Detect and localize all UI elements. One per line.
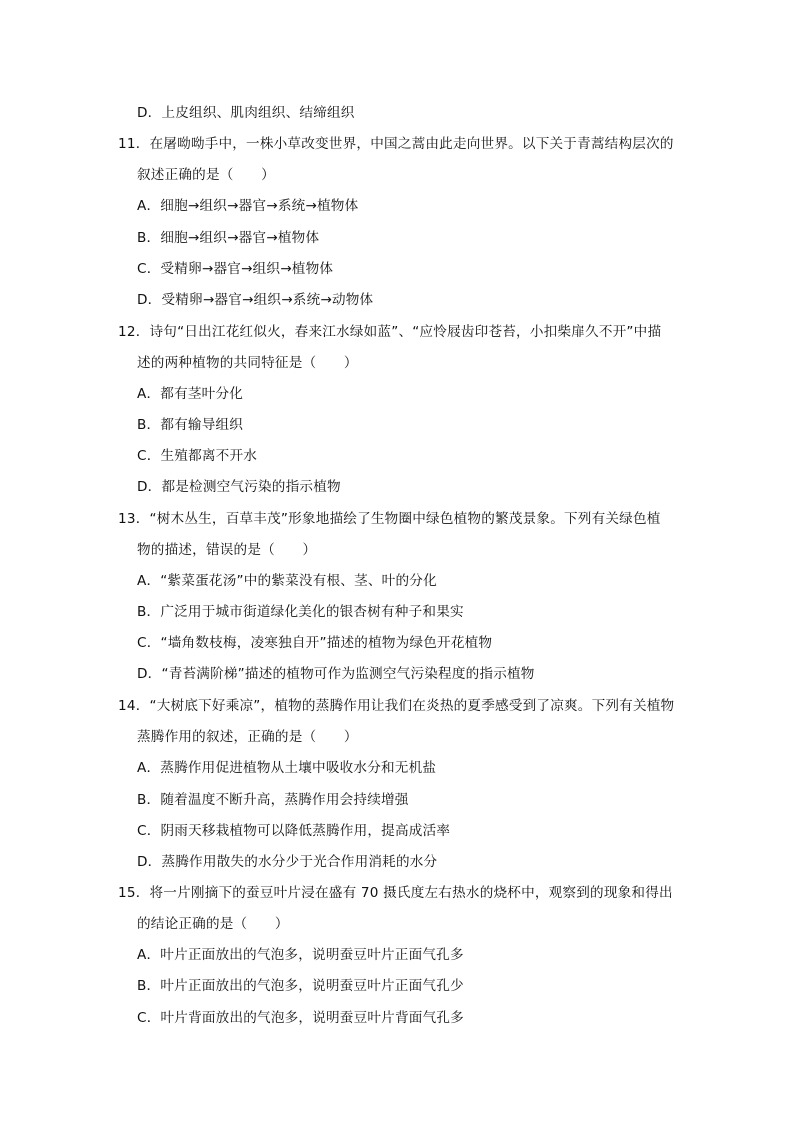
question-15-option-c: C．叶片背面放出的气泡多，说明蚕豆叶片背面气孔多	[137, 1010, 464, 1026]
question-14-option-b: B．随着温度不断升高，蒸腾作用会持续增强	[137, 792, 409, 808]
question-12-option-c: C．生殖都离不开水	[137, 448, 258, 464]
question-14-stem-cont: 蒸腾作用的叙述，正确的是（ ）	[137, 729, 358, 745]
question-15-option-b: B．叶片正面放出的气泡多，说明蚕豆叶片正面气孔少	[137, 978, 464, 994]
question-12-option-d: D．都是检测空气污染的指示植物	[137, 479, 341, 495]
question-13-stem-cont: 物的描述，错误的是（ ）	[137, 542, 317, 558]
question-11-option-d: D．受精卵→器官→组织→系统→动物体	[137, 292, 374, 308]
question-12-option-b: B．都有输导组织	[137, 417, 244, 433]
question-13-option-c: C．“墙角数枝梅，凌寒独自开”描述的植物为绿色开花植物	[137, 635, 493, 651]
question-15-stem-cont: 的结论正确的是（ ）	[137, 916, 289, 932]
question-12-option-a: A．都有茎叶分化	[137, 386, 244, 402]
question-15-option-a: A．叶片正面放出的气泡多，说明蚕豆叶片正面气孔多	[137, 947, 464, 963]
question-14-option-d: D．蒸腾作用散失的水分少于光合作用消耗的水分	[137, 854, 438, 870]
question-14-option-a: A．蒸腾作用促进植物从土壤中吸收水分和无机盐	[137, 760, 437, 776]
question-13-option-d: D．“青苔满阶梯”描述的植物可作为监测空气污染程度的指示植物	[137, 666, 535, 682]
question-14-stem: 14．“大树底下好乘凉”，植物的蒸腾作用让我们在炎热的夏季感受到了凉爽。下列有关植物	[118, 698, 675, 714]
question-10-option-d: D．上皮组织、肌肉组织、结缔组织	[137, 105, 355, 121]
question-12-stem-cont: 述的两种植物的共同特征是（ ）	[137, 355, 358, 371]
question-11-option-b: B．细胞→组织→器官→植物体	[137, 230, 320, 246]
question-11-option-c: C．受精卵→器官→组织→植物体	[137, 261, 334, 277]
question-11-option-a: A．细胞→组织→器官→系统→植物体	[137, 198, 359, 214]
question-13-option-b: B．广泛用于城市街道绿化美化的银杏树有种子和果实	[137, 604, 464, 620]
question-11-stem-cont: 叙述正确的是（ ）	[137, 167, 275, 183]
question-12-stem: 12．诗句“日出江花红似火，春来江水绿如蓝”、“应怜屐齿印苍苔，小扣柴扉久不开”中描	[118, 324, 662, 340]
question-11-stem: 11．在屠呦呦手中，一株小草改变世界，中国之蒿由此走向世界。以下关于青蒿结构层次的	[118, 136, 674, 152]
question-14-option-c: C．阴雨天移栽植物可以降低蒸腾作用，提高成活率	[137, 823, 451, 839]
question-13-stem: 13．“树木丛生，百草丰茂”形象地描绘了生物圈中绿色植物的繁茂景象。下列有关绿色植	[118, 511, 661, 527]
question-15-stem: 15．将一片刚摘下的蚕豆叶片浸在盛有 70 摄氏度左右热水的烧杯中，观察到的现象和得出	[118, 885, 673, 901]
question-13-option-a: A．“紫菜蛋花汤”中的紫菜没有根、茎、叶的分化	[137, 573, 437, 589]
